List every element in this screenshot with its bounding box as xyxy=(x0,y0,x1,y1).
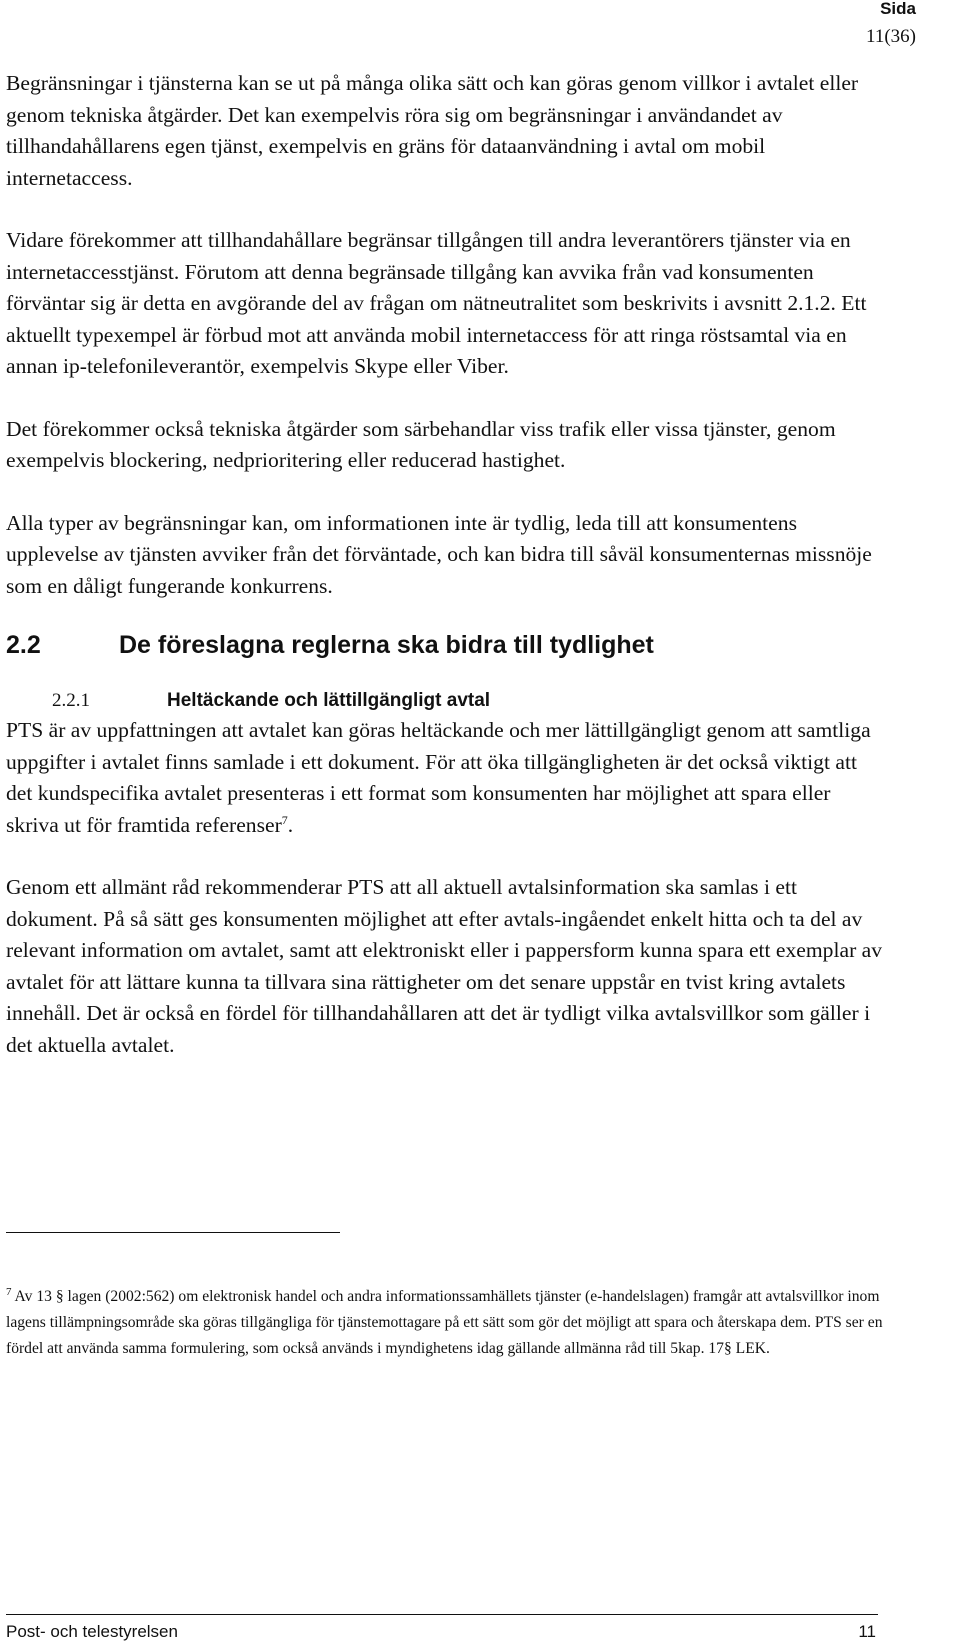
page-footer xyxy=(6,1622,876,1642)
document-body xyxy=(6,68,886,1061)
subsection-number: 2.2.1 xyxy=(52,690,90,711)
subsection-title: Heltäckande och lättillgängligt avtal xyxy=(167,690,491,711)
paragraph-5-text: PTS är av uppfattningen att avtalet kan göras heltäckande och mer lättillgängligt genom att samtliga uppgifter i avtalet finns samlade i ett dokument. För att öka tillgängligheten är det också viktigt att det kundspecifika avtalet presenteras i ett format som konsumenten har möjlighet att spara eller skriva ut för framtida referenser xyxy=(6,718,871,837)
page-label: Sida xyxy=(880,0,916,18)
paragraph-6: Genom ett allmänt råd rekommenderar PTS att all aktuell avtalsinformation ska samlas i ett dokument. På så sätt ges konsumenten möjlighet att efter avtals-ingåendet enkelt hitta och ta del av relevant information om avtalet, samt att elektroniskt eller i pappersform kunna spara ett exemplar av avtalet för att lättare kunna ta tillvara sina rättigheter om det senare uppstår en tvist kring avtalets innehåll. Det är också en fördel för tillhandahållaren att det är tydligt vilka avtalsvillkor som gäller i det aktuella avtalet. xyxy=(6,875,883,1057)
footer-page-number: 11 xyxy=(858,1622,876,1641)
paragraph-4: Alla typer av begränsningar kan, om informationen inte är tydlig, leda till att konsumentens upplevelse av tjänsten avviker från det förväntade, och kan bidra till såväl konsumenternas missnöje som en dåligt fungerande konkurrens. xyxy=(6,510,872,598)
page-count: 11(36) xyxy=(866,26,916,47)
footnote xyxy=(6,1284,886,1362)
paragraph-1: Begränsningar i tjänsterna kan se ut på många olika sätt och kan göras genom villkor i avtalet eller genom tekniska åtgärder. Det kan exempelvis röra sig om begränsningar i användandet av tillhandahållarens egen tjänst, exempelvis en gräns för dataanvändning i avtal om mobil internetaccess. xyxy=(6,71,859,190)
footnote-text: Av 13 § lagen (2002:562) om elektronisk handel och andra informationssamhällets tjänster (e-handelslagen) framgår att avtalsvillkor inom lagens tillämpningsområde ska göras tillgängliga för tjänstemottagare på ett sätt som gör det möjligt att spara och återskapa dem. PTS ser en fördel att använda samma formulering, som också används i myndighetens idag gällande allmänna råd till 5kap. 17§ LEK. xyxy=(6,1288,883,1357)
paragraph-5-end: . xyxy=(287,812,294,837)
section-heading xyxy=(6,630,886,660)
page-header xyxy=(866,0,916,48)
section-number: 2.2 xyxy=(6,631,41,659)
footnote-number: 7 xyxy=(6,1285,12,1298)
footnote-reference[interactable]: 7 xyxy=(281,812,288,827)
paragraph-2: Vidare förekommer att tillhandahållare begränsar tillgången till andra leverantörers tjänster via en internetaccesstjänst. Förutom att denna begränsade tillgång kan avvika från vad konsumenten förväntar sig är detta en avgörande del av frågan om nätneutralitet som beskrivits i avsnitt 2.1.2. Ett aktuellt typexempel är förbud mot att använda mobil internetaccess för att ringa röstsamtal via en annan ip-telefonileverantör, exempelvis Skype eller Viber. xyxy=(6,228,867,378)
paragraph-5 xyxy=(6,715,886,841)
subsection-heading xyxy=(6,690,886,712)
section-title: De föreslagna reglerna ska bidra till tydlighet xyxy=(119,631,654,659)
paragraph-3: Det förekommer också tekniska åtgärder som särbehandlar viss trafik eller vissa tjänster, genom exempelvis blockering, nedprioritering eller reducerad hastighet. xyxy=(6,416,836,472)
footer-organization: Post- och telestyrelsen xyxy=(6,1622,178,1641)
footer-divider xyxy=(6,1614,878,1615)
footnote-divider xyxy=(6,1232,340,1233)
